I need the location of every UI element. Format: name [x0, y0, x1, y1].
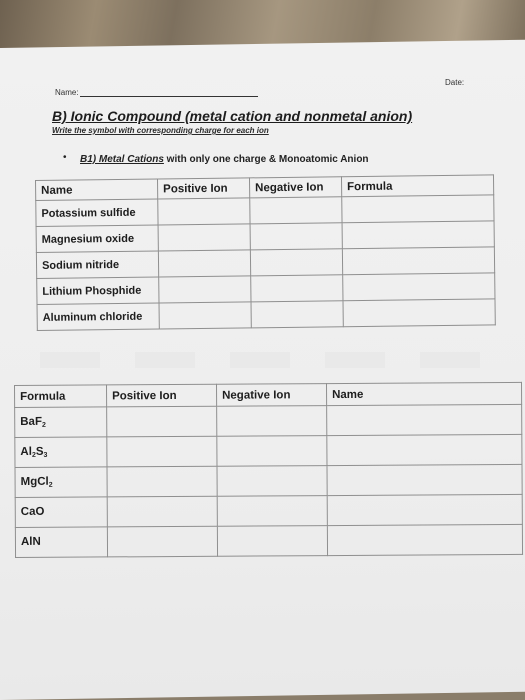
compound-name: Potassium sulfide [36, 199, 158, 226]
bleed-through-table-shadow [40, 352, 490, 368]
formula-cell[interactable] [343, 273, 495, 301]
positive-ion-cell[interactable] [158, 198, 250, 225]
negative-ion-cell[interactable] [251, 301, 343, 328]
table-row [37, 299, 495, 331]
header-negative-ion: Negative Ion [249, 177, 341, 198]
compound-name: Magnesium oxide [36, 225, 158, 252]
formula: AlN [15, 527, 107, 558]
negative-ion-cell[interactable] [250, 249, 342, 276]
formula: BaF$_2$ [15, 407, 107, 438]
positive-ion-cell[interactable] [158, 224, 250, 251]
subsection-title [80, 154, 369, 165]
positive-ion-cell[interactable] [158, 250, 250, 277]
formula: $Al_2S_3$ [15, 437, 107, 468]
worksheet-page [0, 40, 525, 700]
header-formula: Formula [15, 385, 107, 408]
negative-ion-cell[interactable] [217, 526, 327, 557]
positive-ion-cell[interactable] [107, 526, 217, 557]
positive-ion-cell[interactable] [107, 496, 217, 527]
positive-ion-cell[interactable] [159, 302, 251, 329]
table-row [15, 464, 522, 497]
positive-ion-cell[interactable] [107, 436, 217, 467]
compound-name: Aluminum chloride [37, 303, 159, 330]
formula-cell[interactable] [342, 221, 494, 249]
positive-ion-cell[interactable] [107, 466, 217, 497]
negative-ion-cell[interactable] [217, 436, 327, 467]
formula-to-name-table [14, 382, 523, 558]
negative-ion-cell[interactable] [217, 406, 327, 437]
subsection-rest: with only one charge & Monoatomic Anion [163, 154, 369, 165]
bullet-icon: • [63, 152, 67, 163]
header-name: Name [36, 179, 158, 200]
header-name: Name [326, 382, 521, 405]
name-line [80, 96, 258, 97]
header-positive-ion: Positive Ion [107, 384, 217, 407]
name-cell[interactable] [327, 464, 522, 495]
section-instructions: Write the symbol with corresponding charge for each ion [52, 126, 269, 135]
name-to-formula-table [35, 174, 496, 331]
date-label: Date: [445, 78, 465, 87]
name-label: Name: [55, 88, 79, 97]
negative-ion-cell[interactable] [250, 197, 342, 224]
compound-name: Lithium Phosphide [37, 277, 159, 304]
table-row [15, 524, 522, 557]
negative-ion-cell[interactable] [251, 275, 343, 302]
subsection-prefix: B1) Metal Cations [80, 154, 164, 165]
section-title: B) Ionic Compound (metal cation and nonmetal anion) [52, 108, 413, 124]
positive-ion-cell[interactable] [107, 406, 217, 437]
header-negative-ion: Negative Ion [216, 384, 326, 407]
header-positive-ion: Positive Ion [157, 178, 249, 199]
name-cell[interactable] [327, 524, 522, 555]
formula-cell[interactable] [342, 195, 494, 223]
name-cell[interactable] [327, 494, 522, 525]
table-row [15, 434, 522, 467]
header-formula: Formula [341, 175, 493, 197]
name-cell[interactable] [327, 404, 522, 435]
name-cell[interactable] [327, 434, 522, 465]
table-row [15, 494, 522, 527]
table-header-row [15, 382, 522, 407]
negative-ion-cell[interactable] [217, 496, 327, 527]
negative-ion-cell[interactable] [250, 223, 342, 250]
table-row [15, 404, 522, 437]
formula: CaO [15, 497, 107, 528]
formula-cell[interactable] [343, 299, 495, 327]
negative-ion-cell[interactable] [217, 466, 327, 497]
formula: MgCl$_2$ [15, 467, 107, 498]
positive-ion-cell[interactable] [159, 276, 251, 303]
formula-cell[interactable] [342, 247, 494, 275]
compound-name: Sodium nitride [36, 251, 158, 278]
